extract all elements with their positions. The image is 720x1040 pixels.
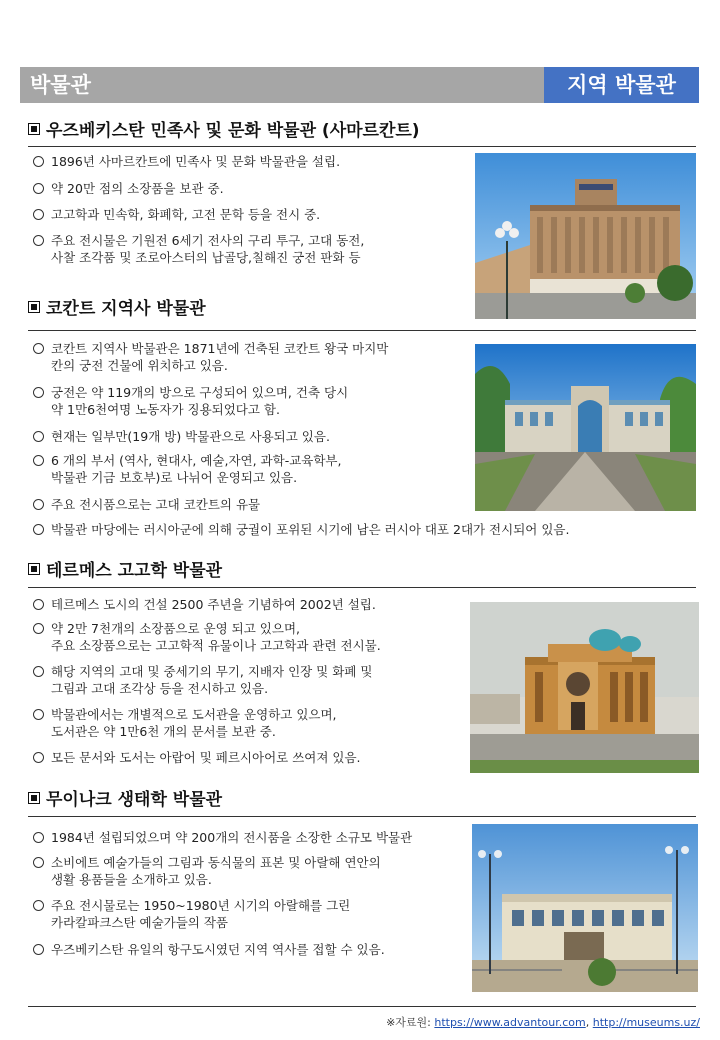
square-bullet-icon	[28, 301, 40, 313]
section-divider	[28, 587, 696, 588]
termez-museum-photo	[470, 602, 699, 773]
circle-bullet-icon	[33, 599, 44, 610]
section-divider	[28, 816, 696, 817]
list-item: 박물관 마당에는 러시아군에 의해 궁궐이 포위된 시기에 남은 러시아 대포 2대가 전시되어 있음.	[33, 521, 569, 538]
circle-bullet-icon	[33, 343, 44, 354]
header-bar	[20, 67, 544, 103]
circle-bullet-icon	[33, 709, 44, 720]
source-link-advantour[interactable]: https://www.advantour.com	[434, 1016, 586, 1029]
list-item: 테르메스 도시의 건설 2500 주년을 기념하여 2002년 설립.	[33, 596, 376, 613]
section-divider	[28, 146, 696, 147]
square-bullet-icon	[28, 123, 40, 135]
circle-bullet-icon	[33, 387, 44, 398]
list-item: 약 20만 점의 소장품을 보관 중.	[33, 180, 224, 197]
circle-bullet-icon	[33, 623, 44, 634]
list-item: 궁전은 약 119개의 방으로 구성되어 있으며, 건축 당시 약 1만6천여명 노동자가 징용되었다고 함.	[33, 384, 348, 418]
circle-bullet-icon	[33, 209, 44, 220]
list-item: 1984년 설립되었으며 약 200개의 전시품을 소장한 소규모 박물관	[33, 829, 412, 846]
muynak-museum-photo	[472, 824, 698, 992]
circle-bullet-icon	[33, 752, 44, 763]
circle-bullet-icon	[33, 183, 44, 194]
list-item: 소비에트 예술가들의 그림과 동식물의 표본 및 아랄해 연안의 생활 용품들을 소개하고 있음.	[33, 854, 381, 888]
circle-bullet-icon	[33, 431, 44, 442]
section-title-samarkand: 우즈베키스탄 민족사 및 문화 박물관 (사마르칸트)	[28, 116, 420, 141]
circle-bullet-icon	[33, 524, 44, 535]
circle-bullet-icon	[33, 944, 44, 955]
source-citation: ※자료원: https://www.advantour.com, http://museums.uz/	[386, 1016, 700, 1029]
section-divider	[28, 330, 696, 331]
list-item: 현재는 일부만(19개 방) 박물관으로 사용되고 있음.	[33, 428, 330, 445]
list-item: 코칸트 지역사 박물관은 1871년에 건축된 코칸트 왕국 마지막 칸의 궁전 건물에 위치하고 있음.	[33, 340, 388, 374]
section-title-termez: 테르메스 고고학 박물관	[28, 556, 222, 581]
circle-bullet-icon	[33, 455, 44, 466]
list-item: 주요 전시물로는 1950~1980년 시기의 아랄해를 그린 카라칼파크스탄 예술가들의 작품	[33, 897, 350, 931]
list-item: 1896년 사마르칸트에 민족사 및 문화 박물관을 설립.	[33, 153, 340, 170]
square-bullet-icon	[28, 792, 40, 804]
circle-bullet-icon	[33, 156, 44, 167]
circle-bullet-icon	[33, 499, 44, 510]
list-item: 약 2만 7천개의 소장품으로 운영 되고 있으며, 주요 소장품으로는 고고학적 유물이나 고고학과 관련 전시물.	[33, 620, 381, 654]
list-item: 주요 전시물은 기원전 6세기 전사의 구리 투구, 고대 동전, 사찰 조각품 및 조로아스터의 납골당,칠해진 궁전 판화 등	[33, 232, 364, 266]
header-title: 박물관	[30, 73, 91, 97]
footer-divider	[28, 1006, 696, 1007]
square-bullet-icon	[28, 563, 40, 575]
kokand-palace-photo	[475, 344, 696, 511]
list-item: 주요 전시품으로는 고대 코칸트의 유물	[33, 496, 260, 513]
section-title-muynak: 무이나크 생태학 박물관	[28, 785, 222, 810]
list-item: 모든 문서와 도서는 아랍어 및 페르시아어로 쓰여져 있음.	[33, 749, 361, 766]
list-item: 6 개의 부서 (역사, 현대사, 예술,자연, 과학-교육학부, 박물관 기금 보호부)로 나뉘어 운영되고 있음.	[33, 452, 341, 486]
list-item: 우즈베키스탄 유일의 항구도시였던 지역 역사를 접할 수 있음.	[33, 941, 385, 958]
circle-bullet-icon	[33, 900, 44, 911]
circle-bullet-icon	[33, 832, 44, 843]
samarkand-museum-photo	[475, 153, 696, 319]
header-category: 지역 박물관	[544, 67, 699, 103]
circle-bullet-icon	[33, 235, 44, 246]
section-title-kokand: 코칸트 지역사 박물관	[28, 294, 206, 319]
circle-bullet-icon	[33, 666, 44, 677]
circle-bullet-icon	[33, 857, 44, 868]
list-item: 해당 지역의 고대 및 중세기의 무기, 지배자 인장 및 화폐 및 그림과 고대 조각상 등을 전시하고 있음.	[33, 663, 372, 697]
source-link-museums[interactable]: http://museums.uz/	[592, 1016, 700, 1029]
list-item: 고고학과 민속학, 화폐학, 고전 문학 등을 전시 중.	[33, 206, 320, 223]
list-item: 박물관에서는 개별적으로 도서관을 운영하고 있으며, 도서관은 약 1만6천 개의 문서를 보관 중.	[33, 706, 337, 740]
